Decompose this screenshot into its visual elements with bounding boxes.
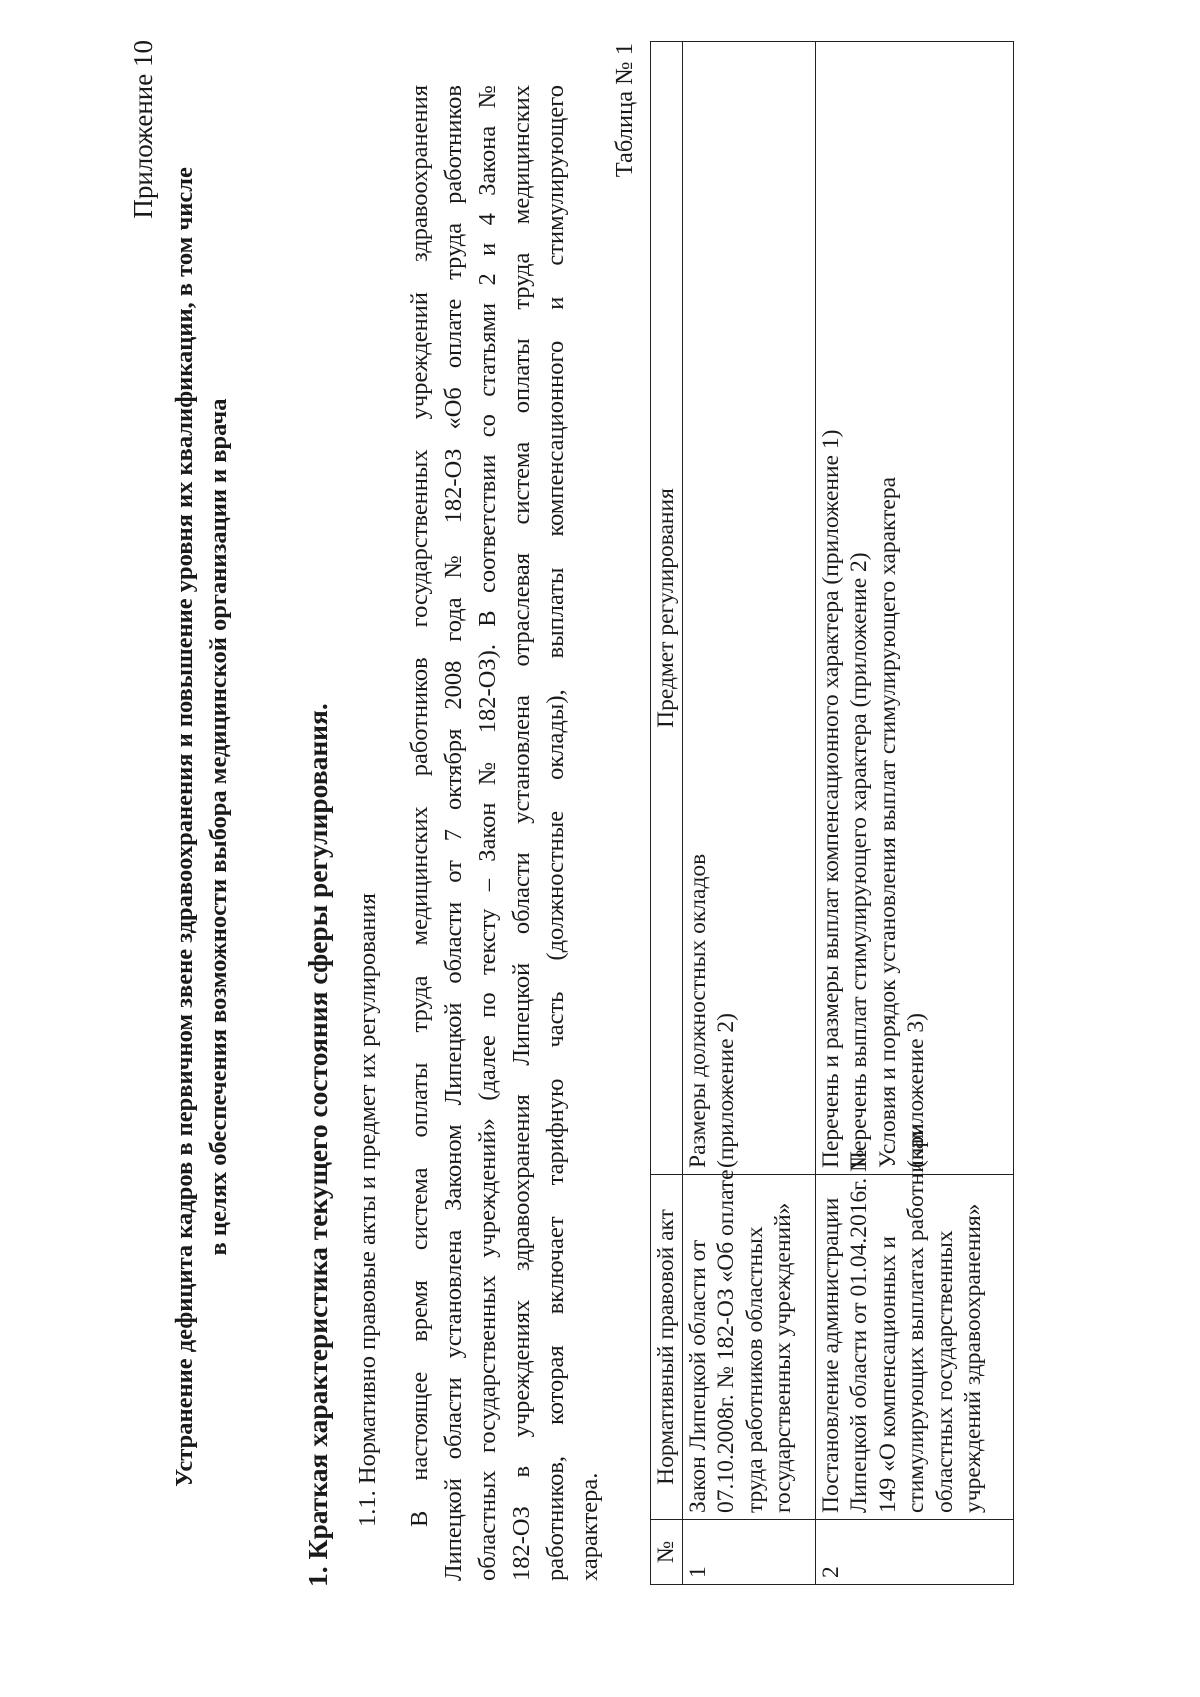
cell-line: стимулирующих выплатах работникам	[903, 1123, 929, 1513]
legal-act-cell	[815, 1123, 1013, 1520]
cell-line: Перечень выплат стимулирующего характера (приложение 2)	[846, 552, 872, 1168]
subsection-heading: 1.1. Нормативно правовые акты и предмет их регулирования	[354, 893, 381, 1527]
paragraph-line: работников, которая включает тарифную часть (должностные оклады), выплаты компенсационного и стимулирующего	[542, 85, 569, 1581]
regulation-subject-cell	[682, 42, 815, 1175]
paragraph-line: характера.	[576, 1472, 603, 1581]
cell-line: Размеры должностных окладов	[684, 853, 711, 1168]
document-title	[168, 77, 236, 1577]
cell-line: областных государственных	[931, 1230, 958, 1513]
paragraph-line: В настоящее время система оплаты труда медицинских работников государственных учреждений здравоохранения	[406, 85, 433, 1527]
table-row	[815, 42, 1013, 1585]
regulation-subject-cell	[815, 42, 1013, 1175]
section-heading: 1. Краткая характеристика текущего состояния сферы регулирования.	[302, 703, 333, 1587]
cell-line: учреждений здравоохранения»	[960, 1203, 986, 1513]
legal-act-cell	[682, 1169, 815, 1520]
header-number: №	[651, 1520, 683, 1585]
row-number: 2	[815, 1520, 1013, 1585]
paragraph-line: 182-ОЗ в учреждениях здравоохранения Липецкой области установлена отраслевая система оплаты труда медицинских	[508, 85, 535, 1581]
table-header-row	[651, 42, 683, 1585]
paragraph-line: областных государственных учреждений» (далее по тексту – Закон № 182-ОЗ). В соответствии со статьями 2 и 4 Закона №	[474, 85, 501, 1581]
paragraph-line: Липецкой области установлена Законом Липецкой области от 7 октября 2008 года № 182-ОЗ «Об оплате труда работников	[440, 85, 467, 1581]
title-line: в целях обеспечения возможности выбора медицинской организации и врача	[205, 398, 232, 1256]
title-line: Устранение дефицита кадров в первичном звене здравоохранения и повышение уровня их квалификации, в том числе	[171, 167, 198, 1487]
cell-line: государственных учреждений»	[770, 1202, 796, 1513]
cell-line: 07.10.2008г. № 182-ОЗ «Об оплате	[713, 1169, 739, 1513]
cell-line: Закон Липецкой области от	[684, 1239, 711, 1513]
cell-line: (приложение 2)	[713, 1012, 739, 1168]
header-regulation-subject: Предмет регулирования	[651, 42, 683, 1175]
cell-line: Перечень и размеры выплат компенсационного характера (приложение 1)	[817, 429, 844, 1168]
table-row	[682, 42, 815, 1585]
header-legal-act: Нормативный правовой акт	[651, 1175, 683, 1520]
appendix-label: Приложение 10	[128, 40, 158, 219]
table-caption: Таблица № 1	[611, 43, 638, 178]
cell-line: труда работников областных	[741, 1226, 768, 1513]
cell-line: 149 «О компенсационных и	[874, 1236, 901, 1513]
cell-line: Липецкой области от 01.04.2016г. №	[846, 1149, 872, 1513]
cell-line: (приложение 3)	[903, 1012, 929, 1168]
cell-line: Условия и порядок установления выплат стимулирующего характера	[874, 476, 901, 1168]
row-number: 1	[682, 1520, 815, 1585]
cell-line: Постановление администрации	[817, 1197, 844, 1513]
regulation-table	[650, 41, 1014, 1585]
